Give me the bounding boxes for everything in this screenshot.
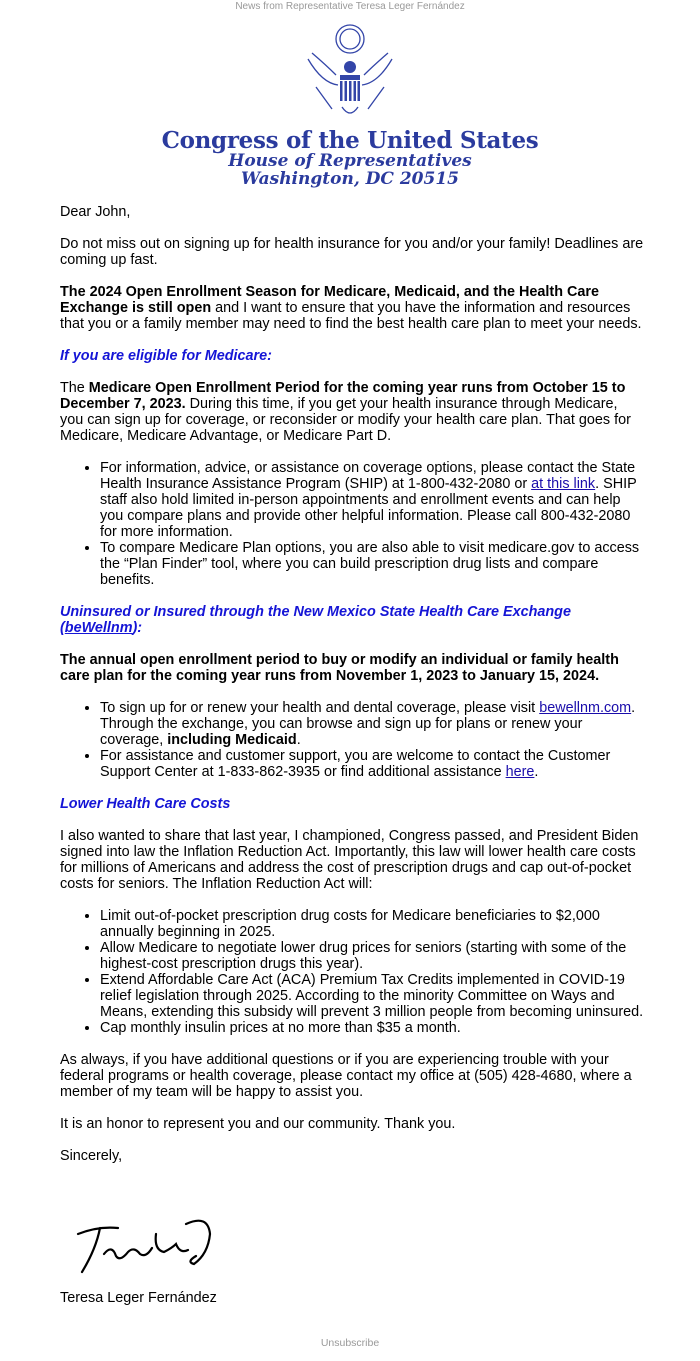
list-item: • Allow Medicare to negotiate lower drug prices for seniors (starting with some of the highest-cost prescription drugs this year). [100,940,644,972]
assistance-link[interactable]: here [505,764,535,780]
ira-list [60,908,644,1036]
enrollment-paragraph: The 2024 Open Enrollment Season for Medicare, Medicaid, and the Health Care Exchange is still open and I want to ensure that you have the information and resources that you or a family member may need to find the best health care plan to meet your needs. [60,284,642,332]
closing: Sincerely, [60,1148,123,1164]
list-item: • To compare Medicare Plan options, you are also able to visit medicare.gov to access the “Plan Finder” tool, where you can build prescription drug lists and compare benefits. [100,540,644,588]
great-seal-icon [302,23,398,121]
exchange-heading: Uninsured or Insured through the New Mexico State Health Care Exchange (beWellnm): [60,604,571,636]
ship-link[interactable]: at this link [531,476,596,492]
letterhead-address: Washington, DC 20515 [241,168,459,189]
unsubscribe-link[interactable]: Unsubscribe [320,1337,380,1349]
thanks-paragraph: It is an honor to represent you and our community. Thank you. [60,1116,456,1132]
sender-name: Teresa Leger Fernández [60,1290,217,1306]
signature-image [68,1204,218,1284]
bewellnm-heading-link[interactable]: beWellnm [64,620,133,636]
contact-paragraph: As always, if you have additional questions or if you are experiencing trouble with your federal programs or health coverage, please contact my office at (505) 428-4680, where a member of my team will be happy to assist you. [60,1052,632,1100]
bewellnm-link[interactable]: bewellnm.com [539,700,632,716]
costs-heading: Lower Health Care Costs [60,796,231,812]
medicare-heading: If you are eligible for Medicare: [60,348,272,364]
medicare-paragraph: The Medicare Open Enrollment Period for the coming year runs from October 15 to December 7, 2023. During this time, if you get your health insurance through Medicare, you can sign up for coverage, or reconsider or modify your health care plan. That goes for Medicare, Medicare Advantage, or Medicare Part D. [60,380,631,444]
letterhead-title: Congress of the United States [161,127,539,154]
exchange-list [60,700,644,780]
exchange-paragraph: The annual open enrollment period to buy or modify an individual or family health care plan for the coming year runs from November 1, 2023 to January 15, 2024. [60,652,619,684]
list-item: • Cap monthly insulin prices at no more than $35 a month. [100,1020,644,1036]
preheader: News from Representative Teresa Leger Fernández [235,1,465,12]
list-item: • Limit out-of-pocket prescription drug costs for Medicare beneficiaries to $2,000 annually beginning in 2025. [100,908,644,940]
list-item: • For assistance and customer support, you are welcome to contact the Customer Support Center at 1-833-862-3935 or find additional assistance here. [100,748,644,780]
letterhead-subtitle: House of Representatives [228,151,472,172]
list-item: • For information, advice, or assistance on coverage options, please contact the State Health Insurance Assistance Program (SHIP) at 1-800-432-2080 or at this link. SHIP staff also hold limited in-person appointments and enrollment events and can help you compare plans and provide other helpful information. Please call 800-432-2080 for more information. [100,460,644,540]
list-item: • To sign up for or renew your health and dental coverage, please visit bewellnm.com. Through the exchange, you can browse and sign up for plans or renew your coverage, including Medicaid. [100,700,644,748]
letter-body [60,204,644,1322]
ira-paragraph: I also wanted to share that last year, I championed, Congress passed, and President Biden signed into law the Inflation Reduction Act. Importantly, this law will lower health care costs for millions of Americans and address the cost of prescription drugs and cap out-of-pocket costs for seniors. The Inflation Reduction Act will: [60,828,639,892]
greeting: Dear John, [60,204,131,220]
list-item: • Extend Affordable Care Act (ACA) Premium Tax Credits implemented in COVID-19 relief legislation through 2025. According to the minority Committee on Ways and Means, extending this subsidy will prevent 3 million people from becoming uninsured. [100,972,644,1020]
medicare-list [60,460,644,588]
intro-paragraph: Do not miss out on signing up for health insurance for you and/or your family! Deadlines are coming up fast. [60,236,644,268]
